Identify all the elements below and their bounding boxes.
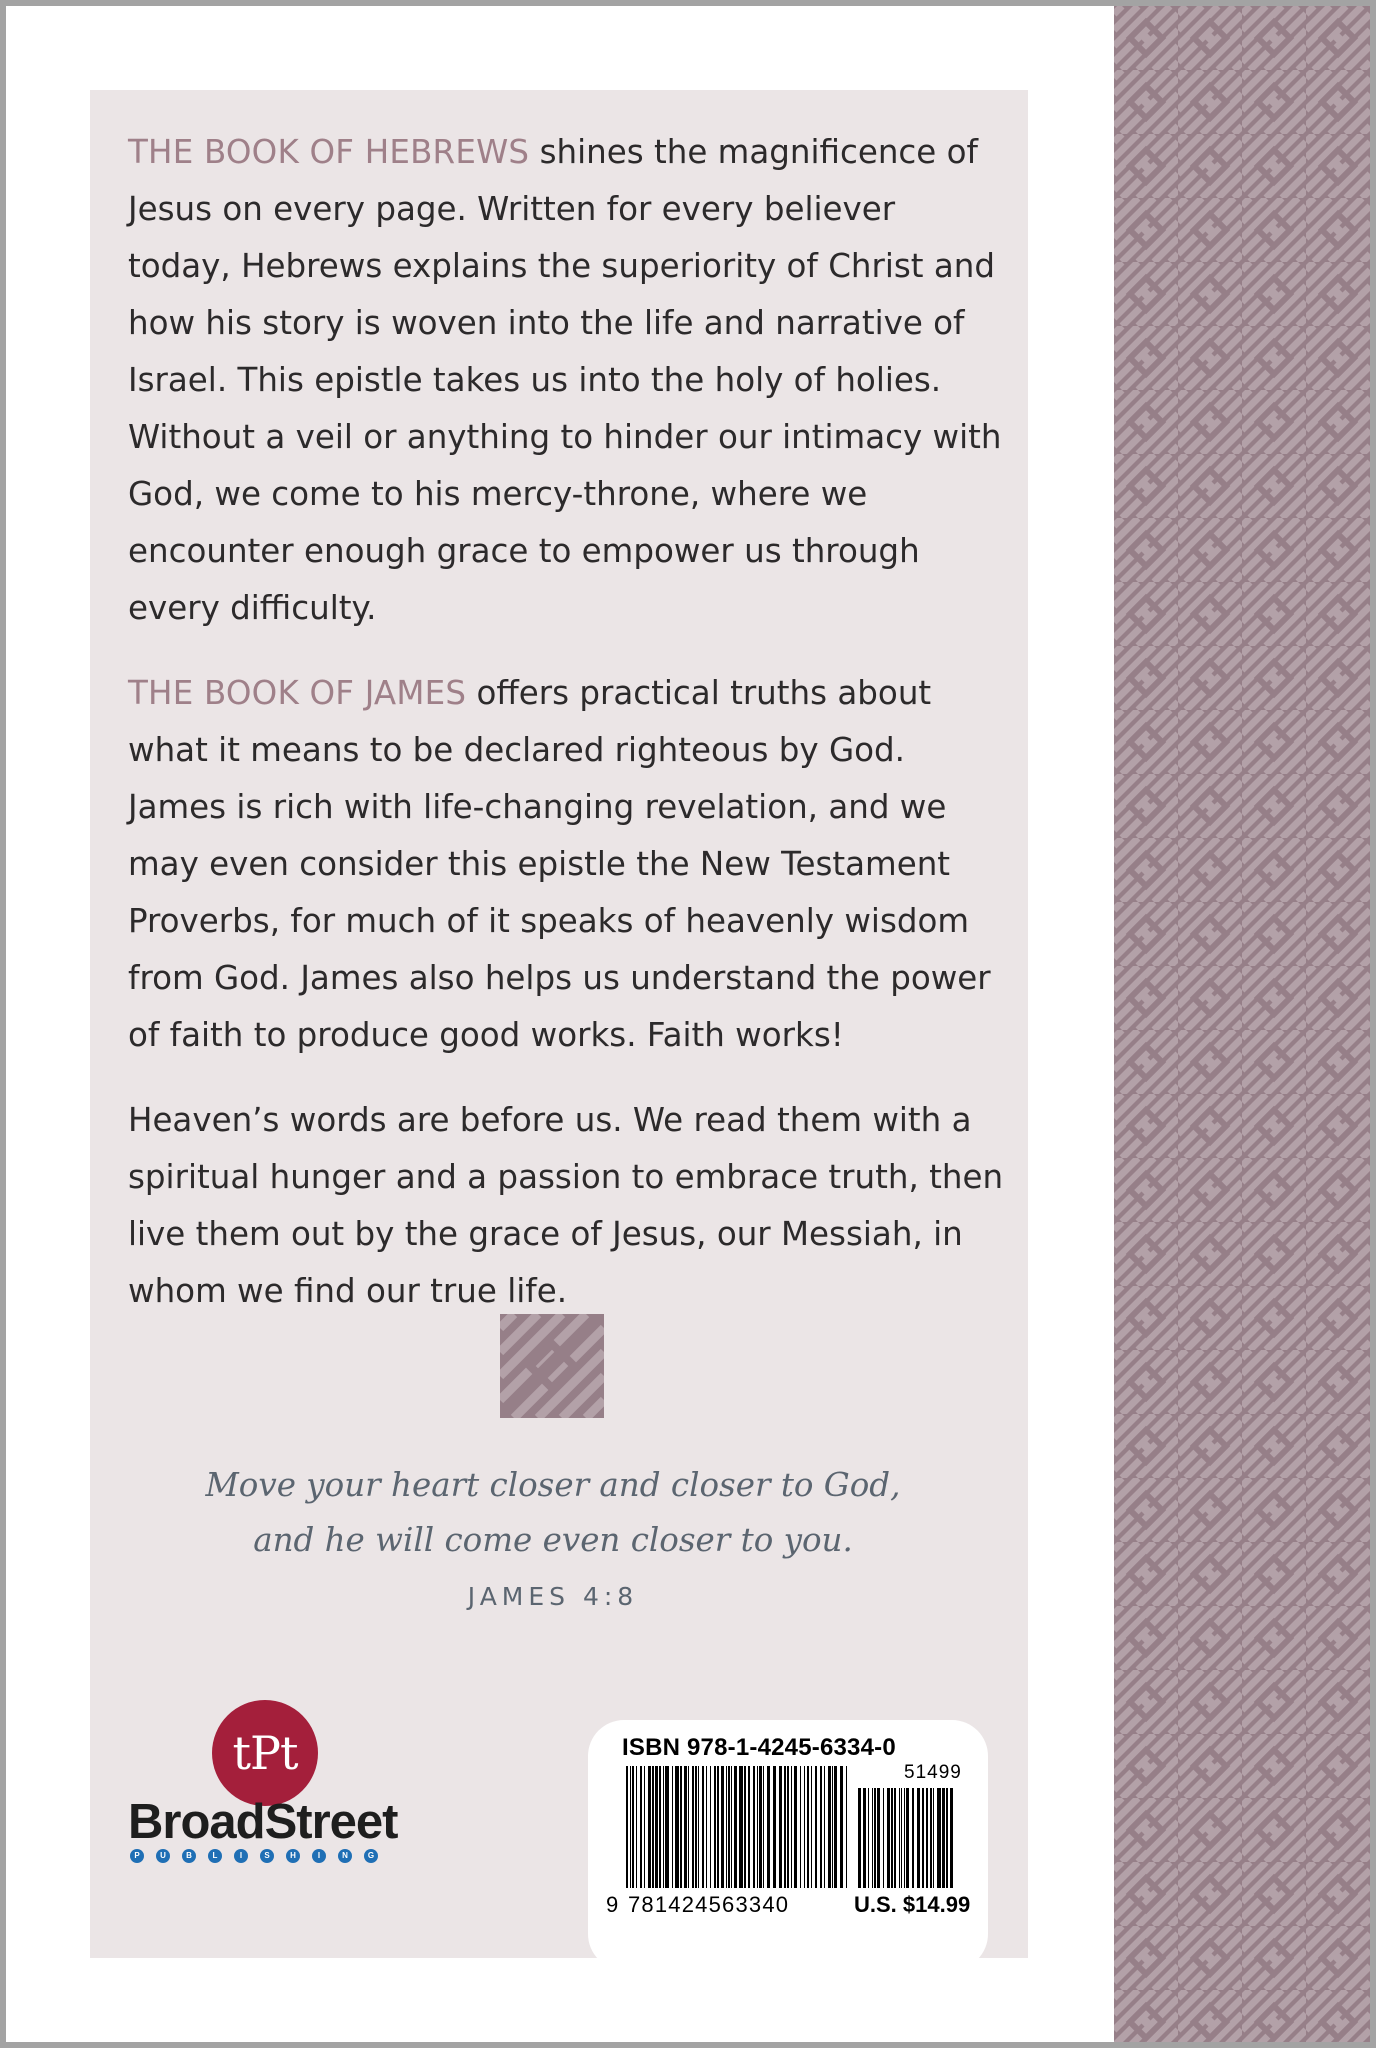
james-paragraph [128, 665, 1008, 1064]
barcode-bar [652, 1766, 654, 1888]
barcode-bar [794, 1766, 797, 1888]
barcode-bar [763, 1766, 764, 1888]
barcode-bar [739, 1766, 743, 1888]
barcode-bar [872, 1788, 873, 1888]
ean-digits: 781424563340 [628, 1892, 790, 1917]
barcode-bar [692, 1766, 694, 1888]
barcode-bar [726, 1766, 727, 1888]
isbn-label: ISBN 978-1-4245-6334-0 [622, 1734, 896, 1761]
quote-line-2: and he will come even closer to you. [253, 1521, 853, 1559]
barcode-bar [807, 1766, 809, 1888]
barcode-bar [811, 1766, 812, 1888]
barcode-bar [779, 1766, 782, 1888]
barcode-bar [632, 1766, 634, 1888]
cover-blurb [128, 124, 1008, 1348]
barcode-bar [846, 1766, 847, 1888]
barcode-bar [695, 1766, 697, 1888]
barcode-bar [688, 1766, 689, 1888]
addon-digits: 51499 [904, 1762, 962, 1783]
scripture-quote [84, 1458, 1022, 1568]
publishing-tagline [130, 1849, 387, 1863]
barcode-bar [904, 1788, 905, 1888]
barcode-bar [863, 1788, 866, 1888]
barcode-bar [883, 1788, 884, 1888]
tagline-letter: G [364, 1849, 378, 1863]
barcode-bar [930, 1788, 932, 1888]
barcode-bar [655, 1766, 658, 1888]
barcode-bar [672, 1766, 673, 1888]
hebrews-lead: THE BOOK OF HEBREWS [128, 133, 530, 171]
barcode-bar [800, 1766, 801, 1888]
barcode-bar [680, 1766, 682, 1888]
barcode-bar [648, 1766, 651, 1888]
addon-barcode-icon [858, 1788, 958, 1888]
barcode-bar [828, 1766, 831, 1888]
barcode-bar [675, 1766, 679, 1888]
barcode-bar [824, 1766, 825, 1888]
barcode-bar [815, 1766, 817, 1888]
barcode-bar [773, 1766, 776, 1888]
barcode-bar [834, 1766, 837, 1888]
hebrews-paragraph [128, 124, 1008, 637]
barcode-bar [942, 1788, 945, 1888]
barcode-bar [663, 1766, 664, 1888]
barcode-bar [840, 1766, 843, 1888]
james-text: offers practical truths about what it means to be declared righteous by God. James is rich with life-changing revelation, and we may even consider this epistle the New Testament Proverbs, for much of it speaks of heavenly wisdom from God. James also helps us understand the power of faith to produce good works. Faith works! [128, 674, 991, 1054]
barcode-bar [874, 1788, 876, 1888]
barcode-bar [644, 1766, 645, 1888]
barcode-bar [659, 1766, 661, 1888]
barcode-bar [665, 1766, 669, 1888]
barcode-bar [728, 1766, 730, 1888]
barcode-bar [706, 1766, 707, 1888]
barcode-bar [877, 1788, 880, 1888]
tpt-logo-icon [212, 1700, 318, 1806]
barcode-bar [894, 1788, 896, 1888]
barcode-bar [926, 1788, 928, 1888]
barcode-bar [917, 1788, 920, 1888]
barcode-bar [731, 1766, 732, 1888]
barcode-bar [899, 1788, 900, 1888]
barcode-box [588, 1720, 988, 1970]
james-lead: THE BOOK OF JAMES [128, 674, 467, 712]
barcode-bar [721, 1766, 724, 1888]
greek-key-pattern-icon [1114, 6, 1370, 2042]
spine-pattern [1114, 6, 1370, 2042]
barcode-bar [933, 1788, 934, 1888]
barcode-bar [868, 1788, 869, 1888]
tagline-letter: U [156, 1849, 170, 1863]
tagline-letter: P [130, 1849, 144, 1863]
barcode-bar [630, 1766, 631, 1888]
barcode-bar [626, 1766, 628, 1888]
barcode-bar [858, 1788, 861, 1888]
barcode-bar [891, 1788, 893, 1888]
barcode-bar [759, 1766, 762, 1888]
barcode-bar [832, 1766, 833, 1888]
publisher-name: BroadStreet [128, 1795, 398, 1849]
barcode-bar [912, 1788, 914, 1888]
tagline-letter: I [312, 1849, 326, 1863]
tagline-letter: S [260, 1849, 274, 1863]
barcode-bar [887, 1788, 890, 1888]
barcode-bar [784, 1766, 786, 1888]
barcode-bar [702, 1766, 704, 1888]
barcode-bar [946, 1788, 948, 1888]
ean-first-digit: 9 [606, 1892, 619, 1917]
barcode-bar [820, 1766, 822, 1888]
tpt-logo-text: tPt [232, 1726, 298, 1780]
barcode-bar [804, 1766, 805, 1888]
barcode-bar [906, 1788, 909, 1888]
barcode-bar [791, 1766, 792, 1888]
ean-barcode-icon [626, 1766, 850, 1888]
barcode-bar [698, 1766, 699, 1888]
tagline-letter: L [208, 1849, 222, 1863]
barcode-bar [710, 1766, 711, 1888]
price-label: U.S. $14.99 [854, 1892, 971, 1917]
barcode-bar [717, 1766, 719, 1888]
barcode-bar [748, 1766, 750, 1888]
scripture-reference: JAMES 4:8 [467, 1582, 639, 1611]
barcode-bar [757, 1766, 758, 1888]
barcode-bar [922, 1788, 924, 1888]
barcode-bar [753, 1766, 755, 1888]
barcode-bar [636, 1766, 637, 1888]
barcode-bar [714, 1766, 716, 1888]
barcode-bar [937, 1788, 941, 1888]
tagline-letter: N [338, 1849, 352, 1863]
tagline-letter: H [286, 1849, 300, 1863]
barcode-bar [744, 1766, 746, 1888]
tagline-letter: B [182, 1849, 196, 1863]
barcode-bar [901, 1788, 902, 1888]
barcode-bar [684, 1766, 687, 1888]
barcode-bar [734, 1766, 737, 1888]
barcode-bar [767, 1766, 770, 1888]
barcode-bar [787, 1766, 789, 1888]
barcode-bar [640, 1766, 642, 1888]
closing-paragraph: Heaven’s words are before us. We read them with a spiritual hunger and a passion to embrace truth, then live them out by the grace of Jesus, our Messiah, in whom we find our true life. [128, 1101, 1004, 1310]
hebrews-text: shines the magnificence of Jesus on every page. Written for every believer today, Hebrews explains the superiority of Christ and how his story is woven into the life and narrative of Israel. This epistle takes us into the holy of holies. Without a veil or anything to hinder our intimacy with God, we come to his mercy-throne, where we encounter enough grace to empower us through every difficulty. [128, 133, 1002, 627]
tagline-letter: I [234, 1849, 248, 1863]
barcode-bar [950, 1788, 953, 1888]
quote-line-1: Move your heart closer and closer to God, [205, 1466, 901, 1504]
greek-key-ornament-icon [500, 1314, 604, 1418]
